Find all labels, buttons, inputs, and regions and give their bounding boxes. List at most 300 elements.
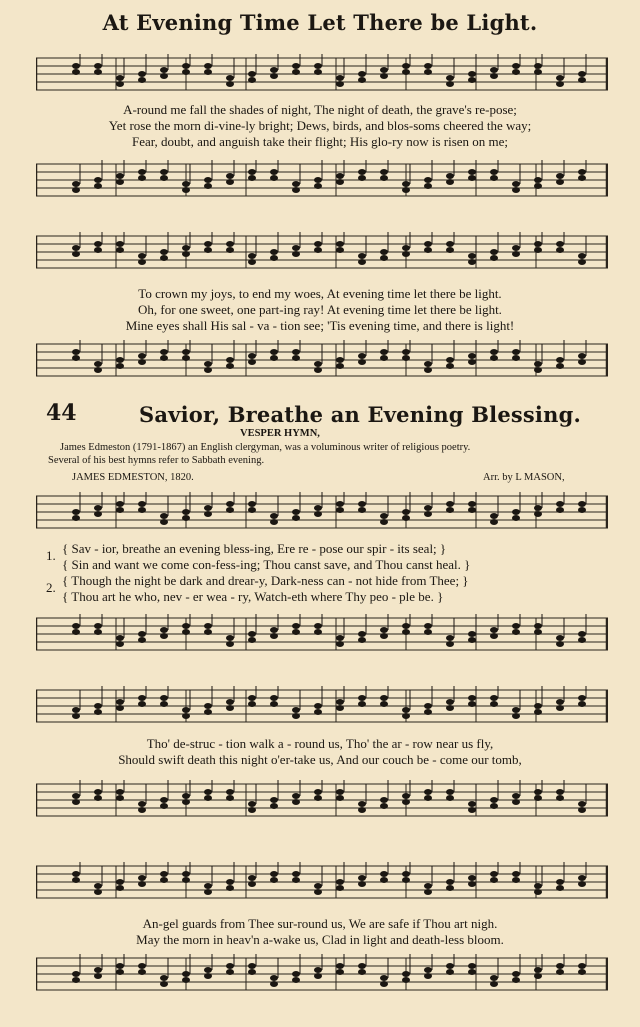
note-head (490, 803, 498, 809)
note-head (512, 355, 520, 361)
lyric-line: { Sin and want we come con-fess-ing; Thou canst save, and Thou canst heal. } (62, 557, 471, 572)
note-head (248, 801, 256, 807)
verse-number: 1. (46, 548, 56, 563)
note-head (512, 69, 520, 75)
note-head (336, 635, 344, 641)
note-head (424, 183, 432, 189)
note-head (182, 971, 190, 977)
note-head (512, 793, 520, 799)
note-head (512, 799, 520, 805)
note-head (248, 353, 256, 359)
note-head (490, 981, 498, 987)
note-head (138, 77, 146, 83)
note-head (424, 367, 432, 373)
note-head (534, 629, 542, 635)
note-head (556, 879, 564, 885)
note-head (160, 249, 168, 255)
note-head (446, 969, 454, 975)
note-head (446, 241, 454, 247)
note-head (182, 707, 190, 713)
note-head (226, 501, 234, 507)
note-head (424, 889, 432, 895)
note-head (94, 511, 102, 517)
note-head (490, 255, 498, 261)
note-head (204, 709, 212, 715)
note-head (204, 789, 212, 795)
note-head (116, 879, 124, 885)
note-head (490, 513, 498, 519)
note-head (578, 77, 586, 83)
note-head (270, 871, 278, 877)
note-head (336, 507, 344, 513)
note-head (556, 81, 564, 87)
note-head (226, 179, 234, 185)
note-head (512, 187, 520, 193)
lyric-line: An-gel guards from Thee sur-round us, We are safe if Thou art nigh. (142, 916, 498, 931)
note-head (446, 789, 454, 795)
note-head (94, 967, 102, 973)
lyric-line: { Though the night be dark and drear-y, Dark-ness can - not hide from Thee; } (62, 573, 469, 588)
hymn-title: Savior, Breathe an Evening Blessing. (139, 402, 581, 427)
note-head (204, 367, 212, 373)
note-head (402, 181, 410, 187)
note-head (490, 877, 498, 883)
note-head (402, 623, 410, 629)
music-staff (36, 686, 608, 730)
note-head (72, 349, 80, 355)
note-head (468, 801, 476, 807)
note-head (468, 501, 476, 507)
note-head (358, 807, 366, 813)
note-head (490, 169, 498, 175)
note-head (94, 247, 102, 253)
note-head (380, 169, 388, 175)
note-head (270, 797, 278, 803)
note-head (182, 515, 190, 521)
note-head (556, 173, 564, 179)
note-head (72, 713, 80, 719)
note-head (424, 247, 432, 253)
note-head (248, 77, 256, 83)
note-head (314, 241, 322, 247)
note-head (358, 77, 366, 83)
note-head (512, 877, 520, 883)
note-head (314, 967, 322, 973)
note-head (270, 695, 278, 701)
note-head (358, 71, 366, 77)
note-head (578, 801, 586, 807)
note-head (138, 359, 146, 365)
note-head (292, 971, 300, 977)
note-head (72, 629, 80, 635)
note-head (160, 701, 168, 707)
note-head (248, 963, 256, 969)
note-head (138, 501, 146, 507)
note-head (72, 63, 80, 69)
music-staff (36, 340, 608, 384)
note-head (116, 963, 124, 969)
note-head (468, 631, 476, 637)
note-head (182, 181, 190, 187)
note-head (116, 173, 124, 179)
note-head (534, 511, 542, 517)
note-head (534, 183, 542, 189)
note-head (314, 623, 322, 629)
lyric-line: May the morn in heav'n a-wake us, Clad in light and death-less bloom. (136, 932, 504, 947)
note-head (468, 963, 476, 969)
note-head (314, 889, 322, 895)
note-head (402, 245, 410, 251)
note-head (270, 355, 278, 361)
note-head (248, 253, 256, 259)
note-head (534, 361, 542, 367)
note-head (314, 247, 322, 253)
note-head (314, 177, 322, 183)
note-head (556, 705, 564, 711)
note-head (248, 807, 256, 813)
note-head (402, 799, 410, 805)
note-head (402, 707, 410, 713)
note-head (204, 889, 212, 895)
author-credit: JAMES EDMESTON, 1820. (72, 472, 194, 483)
note-head (402, 509, 410, 515)
note-head (292, 977, 300, 983)
note-head (160, 169, 168, 175)
note-head (292, 707, 300, 713)
note-head (424, 177, 432, 183)
lyric-line: To crown my joys, to end my woes, At evening time let there be light. (138, 286, 502, 301)
note-head (402, 355, 410, 361)
note-head (160, 803, 168, 809)
note-head (534, 789, 542, 795)
note-head (512, 629, 520, 635)
note-head (512, 63, 520, 69)
note-head (138, 169, 146, 175)
note-head (248, 507, 256, 513)
note-head (160, 73, 168, 79)
note-head (446, 179, 454, 185)
note-head (358, 695, 366, 701)
note-head (204, 183, 212, 189)
note-head (424, 629, 432, 635)
note-head (358, 963, 366, 969)
note-head (116, 507, 124, 513)
note-head (358, 875, 366, 881)
note-head (468, 77, 476, 83)
note-head (292, 623, 300, 629)
note-head (512, 509, 520, 515)
note-head (204, 795, 212, 801)
note-head (292, 629, 300, 635)
note-head (534, 69, 542, 75)
note-head (160, 67, 168, 73)
note-head (512, 707, 520, 713)
note-head (512, 251, 520, 257)
note-head (270, 169, 278, 175)
note-head (556, 963, 564, 969)
note-head (160, 175, 168, 181)
note-head (116, 363, 124, 369)
note-head (336, 885, 344, 891)
note-head (248, 875, 256, 881)
note-head (402, 877, 410, 883)
note-head (94, 703, 102, 709)
note-head (512, 977, 520, 983)
note-head (116, 81, 124, 87)
note-head (270, 877, 278, 883)
note-head (138, 807, 146, 813)
note-head (336, 641, 344, 647)
note-head (292, 793, 300, 799)
arranger-credit: Arr. by L MASON, (483, 472, 565, 483)
note-head (72, 355, 80, 361)
note-head (336, 969, 344, 975)
note-head (94, 883, 102, 889)
note-head (402, 971, 410, 977)
note-head (336, 699, 344, 705)
note-head (336, 795, 344, 801)
note-head (468, 701, 476, 707)
note-head (556, 179, 564, 185)
note-head (94, 709, 102, 715)
note-head (336, 81, 344, 87)
note-head (182, 63, 190, 69)
note-head (314, 789, 322, 795)
note-head (182, 793, 190, 799)
note-head (380, 249, 388, 255)
note-head (270, 175, 278, 181)
note-head (226, 363, 234, 369)
note-head (578, 881, 586, 887)
note-head (226, 241, 234, 247)
note-head (512, 623, 520, 629)
lyric-line: Oh, for one sweet, one part-ing ray! At evening time let there be light. (138, 302, 502, 317)
note-head (292, 877, 300, 883)
note-head (358, 631, 366, 637)
note-head (446, 507, 454, 513)
note-head (336, 363, 344, 369)
note-head (556, 501, 564, 507)
note-head (160, 633, 168, 639)
note-head (468, 71, 476, 77)
note-head (138, 701, 146, 707)
note-head (468, 875, 476, 881)
note-head (424, 973, 432, 979)
note-head (248, 637, 256, 643)
note-head (490, 627, 498, 633)
music-staff (36, 160, 608, 204)
note-head (226, 699, 234, 705)
note-head (72, 187, 80, 193)
note-head (138, 969, 146, 975)
note-head (138, 881, 146, 887)
note-head (248, 501, 256, 507)
note-head (226, 247, 234, 253)
lyric-line: { Sav - ior, breathe an evening bless-ing, Ere re - pose our spir - its seal; } (62, 541, 447, 556)
note-head (94, 177, 102, 183)
note-head (226, 885, 234, 891)
note-head (446, 963, 454, 969)
note-head (138, 637, 146, 643)
note-head (160, 355, 168, 361)
note-head (270, 73, 278, 79)
note-head (94, 241, 102, 247)
note-head (94, 789, 102, 795)
note-head (556, 507, 564, 513)
note-head (468, 175, 476, 181)
note-head (292, 69, 300, 75)
note-head (534, 177, 542, 183)
note-head (358, 359, 366, 365)
note-head (358, 637, 366, 643)
note-head (468, 881, 476, 887)
note-head (358, 801, 366, 807)
note-head (468, 969, 476, 975)
note-head (94, 623, 102, 629)
note-head (468, 259, 476, 265)
note-head (424, 789, 432, 795)
note-head (226, 173, 234, 179)
note-head (446, 173, 454, 179)
note-head (314, 511, 322, 517)
note-head (160, 519, 168, 525)
note-head (204, 973, 212, 979)
note-head (270, 627, 278, 633)
note-head (138, 875, 146, 881)
note-head (556, 247, 564, 253)
note-head (314, 63, 322, 69)
note-head (380, 627, 388, 633)
note-head (160, 349, 168, 355)
hymn-title: At Evening Time Let There be Light. (102, 10, 538, 35)
note-head (380, 797, 388, 803)
note-head (578, 259, 586, 265)
note-head (490, 695, 498, 701)
note-head (160, 981, 168, 987)
note-head (468, 807, 476, 813)
note-head (358, 969, 366, 975)
note-head (72, 793, 80, 799)
note-head (270, 981, 278, 987)
note-head (292, 509, 300, 515)
author-bio: James Edmeston (1791-1867) an English clergyman, was a voluminous writer of religious poetry. (60, 442, 471, 453)
note-head (402, 629, 410, 635)
note-head (490, 871, 498, 877)
note-head (490, 175, 498, 181)
note-head (490, 355, 498, 361)
note-head (468, 507, 476, 513)
note-head (204, 69, 212, 75)
note-head (534, 703, 542, 709)
note-head (446, 501, 454, 507)
note-head (380, 519, 388, 525)
note-head (182, 349, 190, 355)
note-head (116, 241, 124, 247)
note-head (270, 249, 278, 255)
note-head (556, 75, 564, 81)
note-head (292, 871, 300, 877)
note-head (358, 881, 366, 887)
note-head (138, 801, 146, 807)
note-head (556, 241, 564, 247)
note-head (160, 255, 168, 261)
note-head (138, 259, 146, 265)
note-head (182, 251, 190, 257)
note-head (424, 703, 432, 709)
note-head (182, 799, 190, 805)
note-head (424, 623, 432, 629)
note-head (116, 357, 124, 363)
hymn-number: 44 (46, 400, 77, 426)
note-head (336, 173, 344, 179)
note-head (182, 629, 190, 635)
note-head (138, 631, 146, 637)
note-head (446, 795, 454, 801)
lyric-line: Tho' de-struc - tion walk a - round us, Tho' the ar - row near us fly, (146, 736, 494, 751)
note-head (358, 259, 366, 265)
music-staff (36, 492, 608, 536)
note-head (556, 357, 564, 363)
note-head (446, 81, 454, 87)
note-head (248, 71, 256, 77)
note-head (578, 631, 586, 637)
note-head (578, 359, 586, 365)
note-head (446, 705, 454, 711)
note-head (72, 871, 80, 877)
note-head (380, 803, 388, 809)
note-head (226, 879, 234, 885)
note-head (160, 871, 168, 877)
note-head (204, 177, 212, 183)
note-head (248, 701, 256, 707)
note-head (512, 181, 520, 187)
note-head (160, 627, 168, 633)
note-head (292, 63, 300, 69)
note-head (336, 705, 344, 711)
note-head (182, 355, 190, 361)
note-head (292, 181, 300, 187)
note-head (94, 367, 102, 373)
note-head (534, 889, 542, 895)
note-head (314, 973, 322, 979)
note-head (446, 879, 454, 885)
note-head (468, 169, 476, 175)
note-head (380, 877, 388, 883)
note-head (226, 705, 234, 711)
note-head (512, 871, 520, 877)
note-head (358, 501, 366, 507)
note-head (160, 797, 168, 803)
note-head (226, 635, 234, 641)
note-head (182, 69, 190, 75)
note-head (490, 633, 498, 639)
note-head (204, 511, 212, 517)
tune-name: VESPER HYMN, (240, 428, 320, 439)
note-head (534, 709, 542, 715)
note-head (446, 363, 454, 369)
note-head (336, 789, 344, 795)
note-head (314, 709, 322, 715)
note-head (424, 63, 432, 69)
note-head (402, 187, 410, 193)
note-head (380, 513, 388, 519)
note-head (424, 361, 432, 367)
note-head (226, 795, 234, 801)
note-head (380, 73, 388, 79)
note-head (72, 515, 80, 521)
note-head (446, 635, 454, 641)
note-head (578, 875, 586, 881)
